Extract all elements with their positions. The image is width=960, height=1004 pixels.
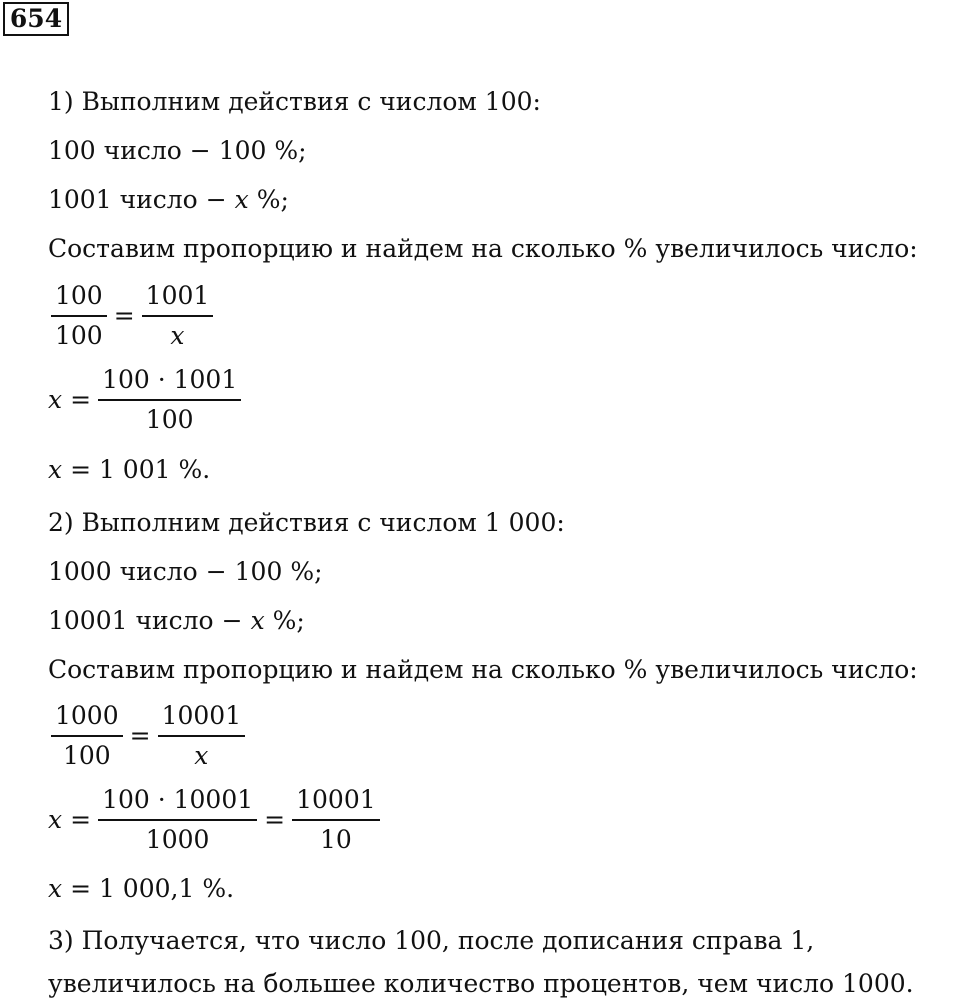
variable-x: x [234,185,249,214]
denominator: 1000 [145,825,210,854]
step2-line1 [48,556,323,588]
denominator: x [194,741,209,770]
fraction [98,784,257,856]
numerator: 100 · 10001 [98,784,257,821]
minus-sign: − [205,185,227,214]
fraction [98,364,241,436]
step1-solve [48,364,244,436]
minus-sign: − [189,136,211,165]
denominator: 100 [145,405,194,434]
step2-result [48,873,234,905]
step1-line2-b: %; [248,185,289,214]
numerator: 100 · 1001 [98,364,241,401]
variable-x: x [48,385,63,414]
step3-line2: увеличилось на большее количество процентов, чем число 1000. [48,969,914,998]
step2-line2-b: %; [264,606,305,635]
fraction [51,700,123,772]
denominator: 100 [55,321,103,350]
step2-result-value: = 1 000,1 %. [70,874,235,903]
equals-sign: = [264,805,286,834]
step2-line2-a: 10001 число [48,606,214,635]
numerator: 10001 [292,784,380,821]
variable-x: x [250,606,265,635]
minus-sign: − [221,606,243,635]
equals-sign: = [129,721,151,750]
equals-sign: = [70,385,92,414]
problem-number: 654 [3,2,69,36]
step1-result-value: = 1 001 %. [70,455,211,484]
step1-result [48,454,210,486]
step2-solve [48,784,383,856]
numerator: 1001 [142,280,214,317]
numerator: 10001 [158,700,246,737]
denominator: x [170,321,185,350]
fraction [158,700,246,772]
step2-line2 [48,605,305,637]
step2-heading: 2) Выполним действия с числом 1 000: [48,508,565,537]
step1-line1-a: 100 число [48,136,182,165]
fraction [51,280,107,352]
numerator: 100 [51,280,107,317]
step1-heading: 1) Выполним действия с числом 100: [48,87,541,116]
step2-line1-a: 1000 число [48,557,198,586]
fraction [142,280,214,352]
denominator: 100 [62,741,111,770]
step2-line1-b: 100 %; [234,557,323,586]
numerator: 1000 [51,700,123,737]
variable-x: x [48,455,63,484]
step1-line2-a: 1001 число [48,185,198,214]
step1-line1 [48,135,307,167]
step1-line2 [48,184,289,216]
variable-x: x [48,874,63,903]
variable-x: x [48,805,63,834]
step1-proportion [48,280,216,352]
step2-proportion-text: Составим пропорцию и найдем на сколько % увеличилось число: [48,655,918,684]
equals-sign: = [113,301,135,330]
equals-sign: = [70,805,92,834]
minus-sign: − [205,557,227,586]
denominator: 10 [319,825,352,854]
step1-proportion-text: Составим пропорцию и найдем на сколько % увеличилось число: [48,234,918,263]
fraction [292,784,380,856]
step3-line1: 3) Получается, что число 100, после дописания справа 1, [48,926,815,955]
step1-line1-b: 100 %; [218,136,307,165]
step2-proportion [48,700,248,772]
